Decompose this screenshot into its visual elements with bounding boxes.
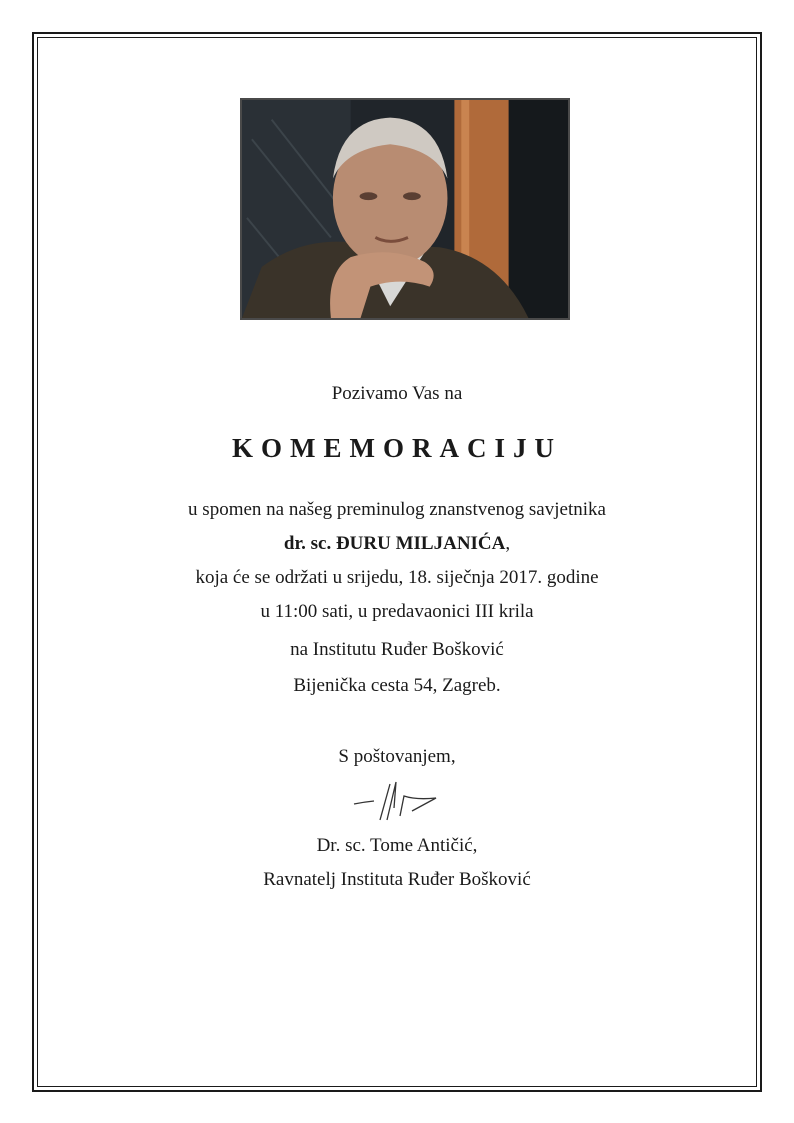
- institute-text: na Institutu Ruđer Bošković: [290, 639, 504, 660]
- page-title: KOMEMORACIJU: [232, 433, 562, 463]
- honoree-suffix: ,: [505, 533, 511, 554]
- signatory-title: Ravnatelj Instituta Ruđer Bošković: [263, 869, 531, 890]
- dedication-text: u spomen na našeg preminulog znanstvenog savjetnika: [188, 499, 606, 520]
- date-text: koja će se održati u srijedu, 18. siječnja 2017. godine: [195, 567, 599, 588]
- signatory-name: Dr. sc. Tome Antičić,: [316, 835, 478, 856]
- address-text: Bijenička cesta 54, Zagreb.: [293, 675, 501, 696]
- time-location-text: u 11:00 sati, u predavaonici III krila: [260, 601, 534, 622]
- honoree-name: dr. sc. ĐURU MILJANIĆA: [283, 533, 506, 554]
- intro-text: Pozivamo Vas na: [331, 383, 463, 404]
- honoree-line: [0, 532, 794, 556]
- signature: [350, 778, 445, 823]
- portrait-photo: [240, 98, 570, 320]
- regards-text: S poštovanjem,: [338, 746, 456, 767]
